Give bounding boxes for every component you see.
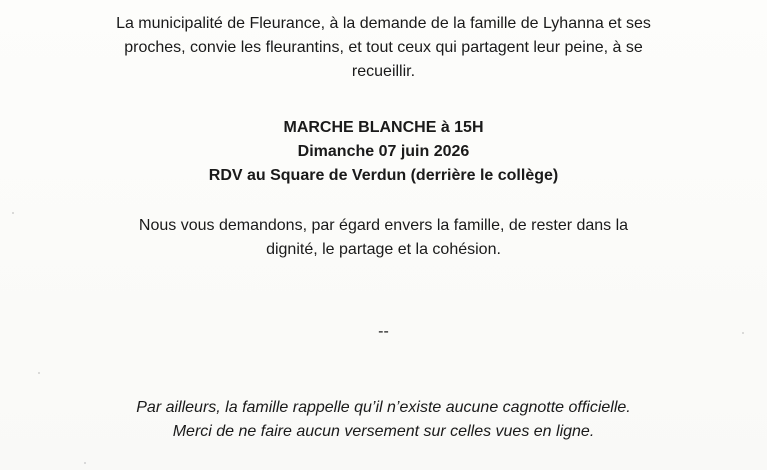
request-paragraph — [0, 214, 767, 262]
event-details — [0, 116, 767, 188]
note-line-2: Merci de ne faire aucun versement sur celles vues en ligne. — [172, 423, 595, 440]
request-line-2: dignité, le partage et la cohésion. — [266, 241, 501, 258]
intro-line-2: proches, convie les fleurantins, et tout ceux qui partagent leur peine, à se — [124, 39, 643, 56]
section-separator: -- — [378, 323, 389, 340]
event-date: Dimanche 07 juin 2026 — [297, 143, 470, 160]
fundraiser-note — [0, 396, 767, 444]
note-line-1: Par ailleurs, la famille rappelle qu’il n’existe aucune cagnotte officielle. — [136, 399, 631, 416]
intro-paragraph — [0, 12, 767, 84]
intro-line-3: recueillir. — [351, 63, 416, 80]
intro-line-1: La municipalité de Fleurance, à la demande de la famille de Lyhanna et ses — [116, 15, 651, 32]
request-line-1: Nous vous demandons, par égard envers la famille, de rester dans la — [138, 217, 629, 234]
event-location: RDV au Square de Verdun (derrière le collège) — [208, 167, 559, 184]
scan-speck — [12, 212, 14, 214]
scan-speck — [742, 332, 744, 334]
event-title: MARCHE BLANCHE à 15H — [283, 119, 484, 136]
scan-speck — [38, 372, 40, 374]
scan-speck — [84, 462, 86, 464]
